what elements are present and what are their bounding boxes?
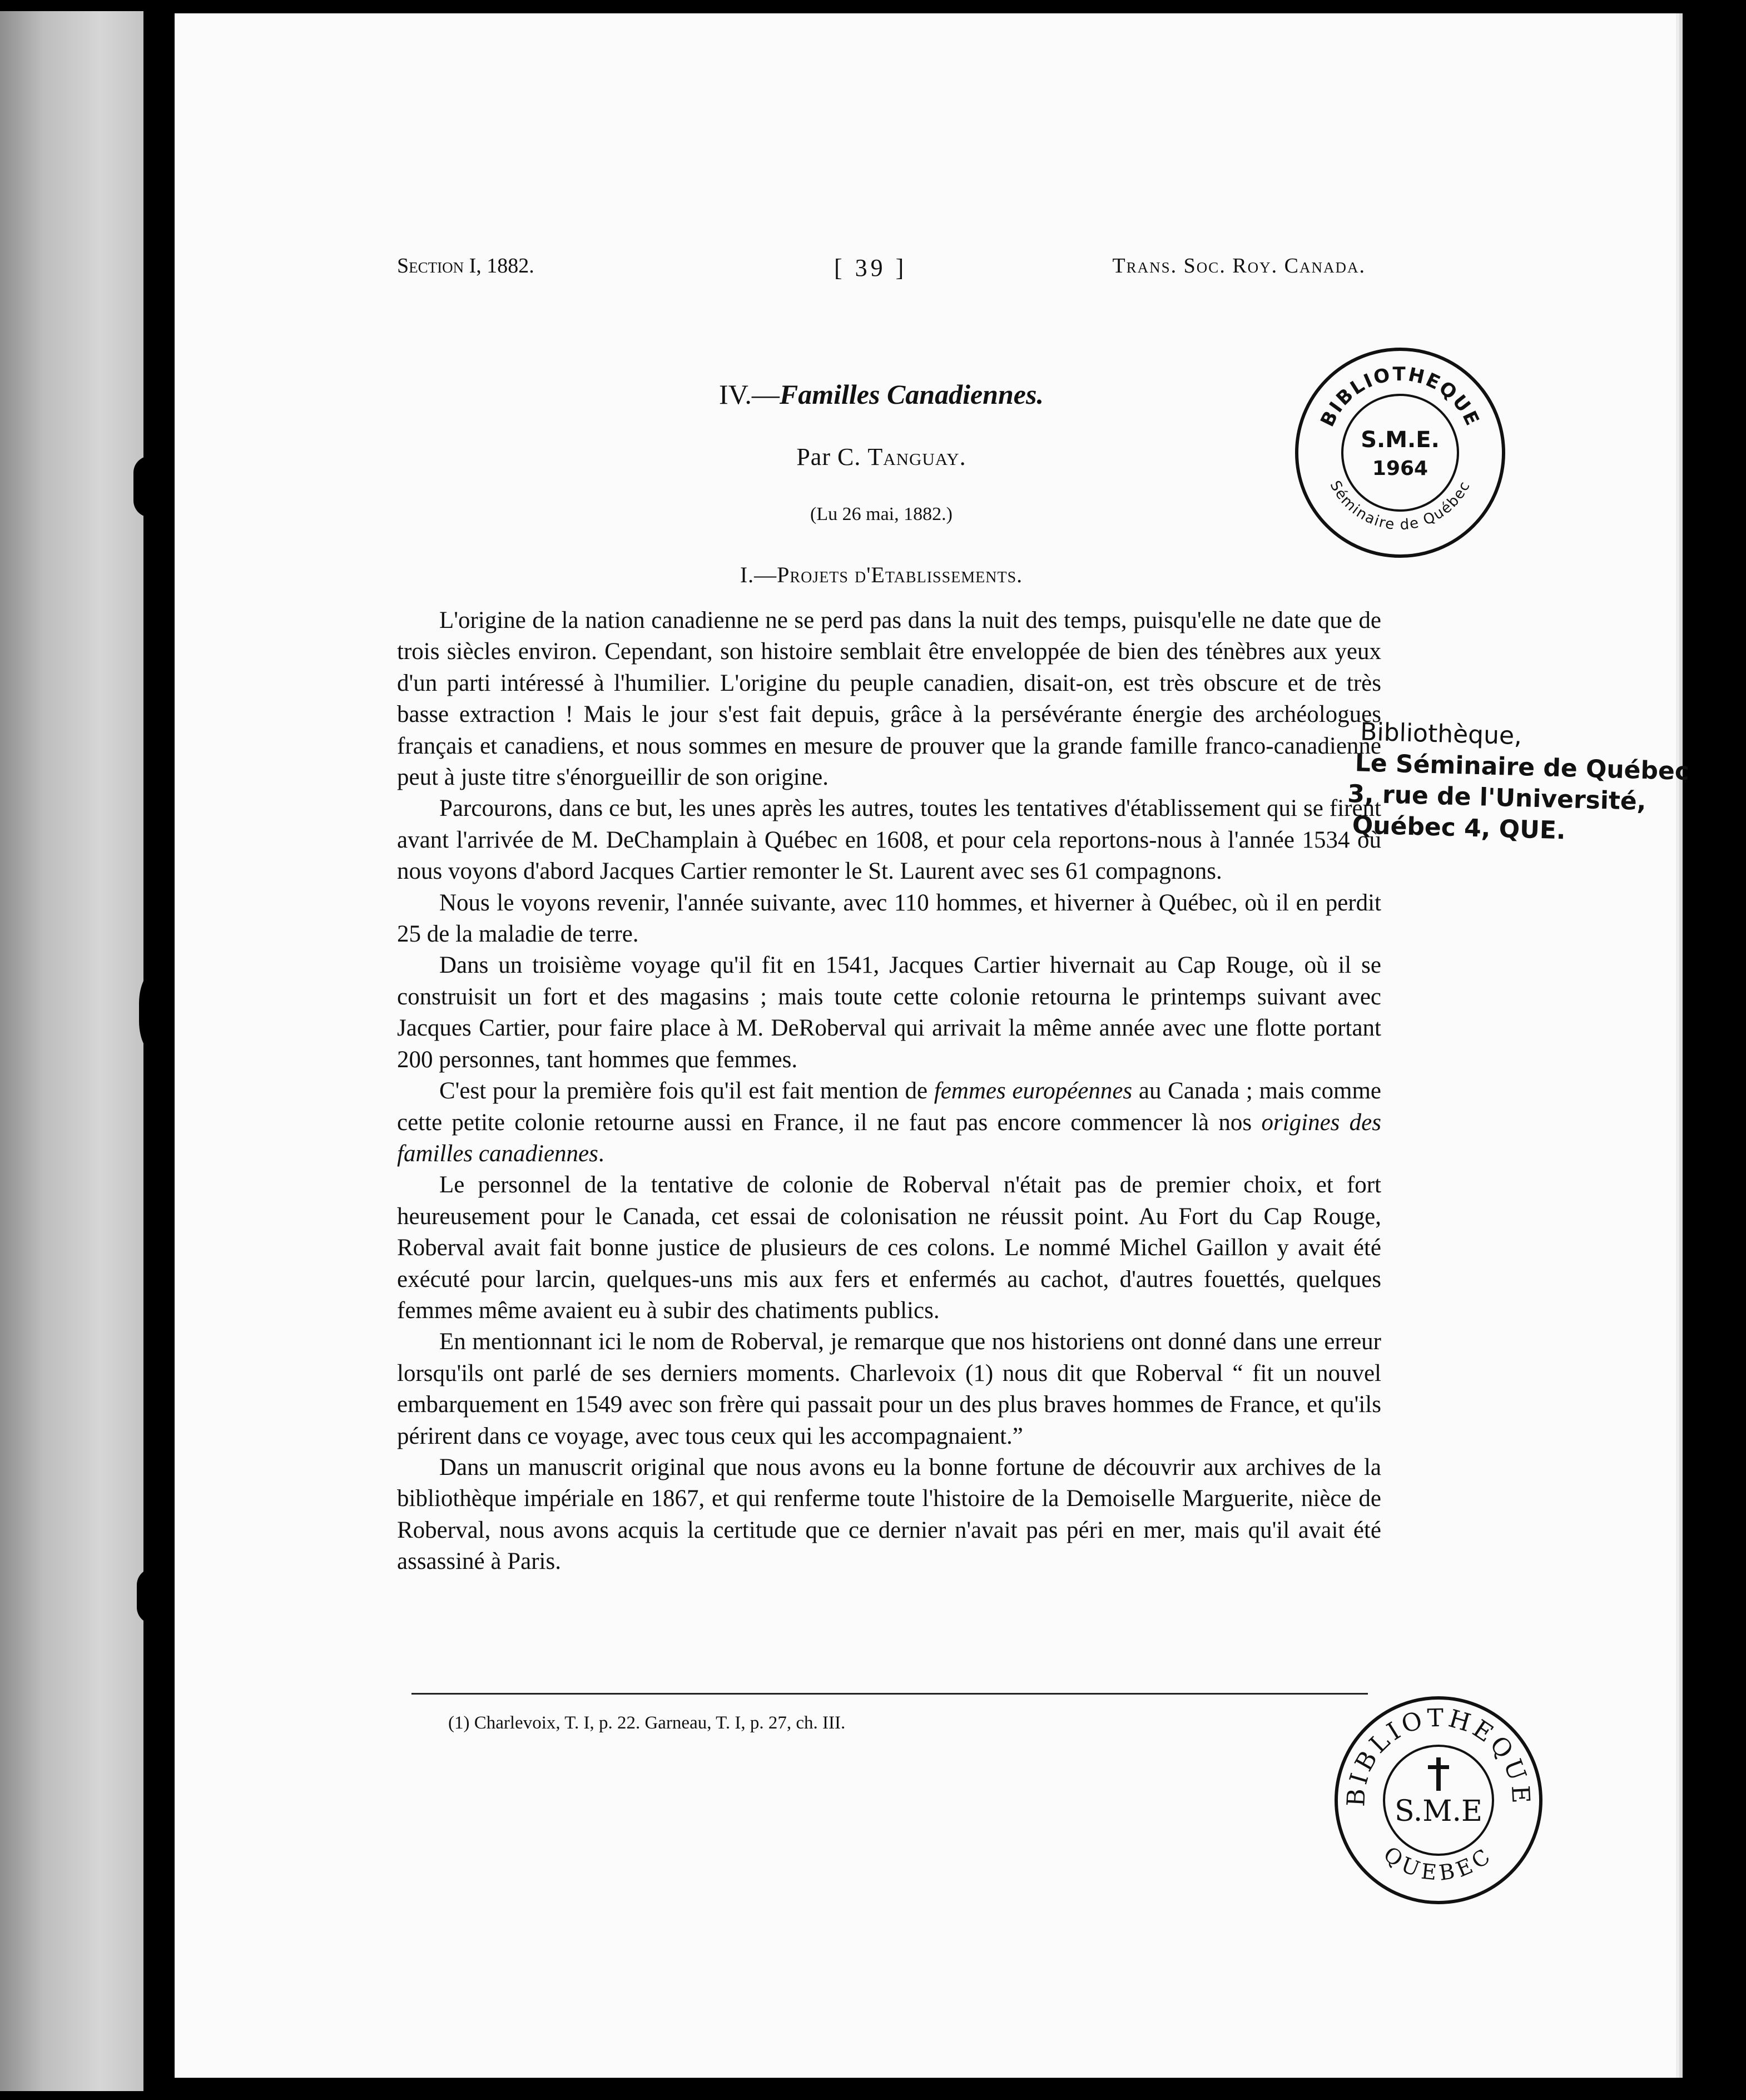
paragraph [397, 1076, 1381, 1170]
address-stamp-line: 3, rue de l'Université, [1347, 779, 1647, 816]
section-heading: I.—Projets d'Etablissements. [740, 562, 1023, 587]
running-head [397, 254, 1366, 293]
paragraph: En mentionnant ici le nom de Roberval, je remarque que nos historiens ont donné dans une erreur lorsqu'ils ont parlé de ses derniers moments. Charlevoix (1) nous dit que Roberval “ fit un nouvel embarquement en 1549 avec son frère qui passait pour un des plus braves hommes de France, et qu'ils périrent dans ce voyage, avec tous ceux qui les accompagnaient.” [397, 1329, 1381, 1449]
stamp-center-line-2: 1964 [1372, 457, 1428, 480]
article-title [397, 378, 1366, 410]
byline-prefix: Par C. [796, 443, 861, 470]
svg-text:BIBLIOTHEQUE [1316, 363, 1484, 430]
body-text [397, 605, 1381, 1578]
address-stamp-line: Le Séminaire de Québec [1355, 749, 1690, 786]
paragraph: Nous le voyons revenir, l'année suivante, avec 110 hommes, et hiverner à Québec, où il en perdit 25 de la maladie de terre. [397, 889, 1381, 948]
article-number: IV.— [719, 379, 780, 410]
footnote-rule [411, 1693, 1368, 1695]
address-stamp-line: Bibliothèque, [1360, 717, 1522, 751]
running-head-right: Trans. Soc. Roy. Canada. [1112, 254, 1366, 278]
page-number: [ 39 ] [834, 254, 907, 281]
stamp-ring-top: BIBLIOTHEQUE [1316, 363, 1484, 430]
stamp-ring-bottom: QUEBEC [1378, 1841, 1499, 1885]
address-stamp [1344, 716, 1692, 850]
binding-mark [133, 456, 167, 517]
stamp-center-line-1: S.M.E. [1361, 427, 1440, 453]
article-title-text: Familles Canadiennes. [779, 379, 1044, 410]
italic-phrase: origines des familles canadiennes [397, 1109, 1381, 1167]
paragraph: Parcourons, dans ce but, les unes après les autres, toutes les tentatives d'établissement qui se firent avant l'arrivée de M. DeChamplain à Québec en 1608, et pour cela reportons-nous à l'année 1534 où nous voyons d'abord Jacques Cartier remonter le St. Laurent avec ses 61 compagnons. [397, 795, 1381, 885]
svg-text:BIBLIOTHEQUE [1342, 1704, 1535, 1807]
italic-phrase: femmes européennes [934, 1078, 1133, 1105]
address-stamp-line: Québec 4, QUE. [1352, 811, 1566, 845]
date-line: (Lu 26 mai, 1882.) [810, 504, 953, 524]
paragraph: Le personnel de la tentative de colonie de Roberval n'était pas de premier choix, et fort heureusement pour le Canada, cet essai de colonisation ne réussit point. Au Fort du Cap Rouge, Roberval avait fait bonne justice de plusieurs de ces colons. Le nommé Michel Gaillon y avait été exécuté pour larcin, quelques-uns mis aux fers et enfermés au cachot, d'autres fouettés, quelques femmes même avaient eu à subir des chatiments publics. [397, 1172, 1381, 1324]
svg-text:QUEBEC [1379, 1841, 1498, 1885]
cross-icon [1428, 1757, 1449, 1791]
paragraph: L'origine de la nation canadienne ne se perd pas dans la nuit des temps, puisqu'elle ne date que de trois siècles environ. Cependant, son histoire semblait être enveloppée de bien des ténèbres aux yeux d'un parti intéressé à l'humilier. L'origine du peuple canadien, disait-on, est très obscure et de très basse extraction ! Mais le jour s'est fait depuis, grâce à la persévérante énergie des archéologues français et canadiens, et nous sommes en mesure de prouver que la grande famille franco-canadienne peut à juste titre s'énorgueillir de son origine. [397, 607, 1381, 791]
stamp-ring-top: BIBLIOTHEQUE [1342, 1703, 1535, 1807]
binding-mark [137, 1568, 176, 1624]
footnote: (1) Charlevoix, T. I, p. 22. Garneau, T. I, p. 27, ch. III. [448, 1713, 846, 1733]
author-name: Tanguay. [867, 443, 966, 470]
paragraph-text: au Canada ; mais comme cette petite colonie retourne aussi en France, il ne faut pas encore commencer là nos [397, 1078, 1382, 1136]
library-stamp-bottom [1330, 1692, 1547, 1909]
running-head-left: Section I, 1882. [397, 254, 534, 278]
library-stamp-top [1289, 341, 1511, 564]
paragraph-text: C'est pour la première fois qu'il est fait mention de [439, 1078, 934, 1105]
adjacent-page-strip [0, 11, 143, 2091]
svg-text:Séminaire de Québec [1326, 478, 1474, 534]
paragraph: Dans un manuscrit original que nous avons eu la bonne fortune de découvrir aux archives de la bibliothèque impériale en 1867, et qui renferme toute l'histoire de la Demoiselle Marguerite, nièce de Roberval, nous avons acquis la certitude que ce dernier n'avait pas péri en mer, mais qu'il avait été assassiné à Paris. [397, 1454, 1381, 1575]
paragraph: Dans un troisième voyage qu'il fit en 1541, Jacques Cartier hivernait au Cap Rouge, où il se construisit un fort et des magasins ; mais toute cette colonie retourna le printemps suivant avec Jacques Cartier, pour faire place à M. DeRoberval qui arrivait la même année avec une flotte portant 200 personnes, tant hommes que femmes. [397, 952, 1381, 1073]
stamp-ring-bottom: Séminaire de Québec [1326, 478, 1474, 534]
byline [397, 443, 1366, 471]
stamp-center-text: S.M.E [1394, 1795, 1483, 1828]
paragraph-text: . [598, 1140, 604, 1167]
